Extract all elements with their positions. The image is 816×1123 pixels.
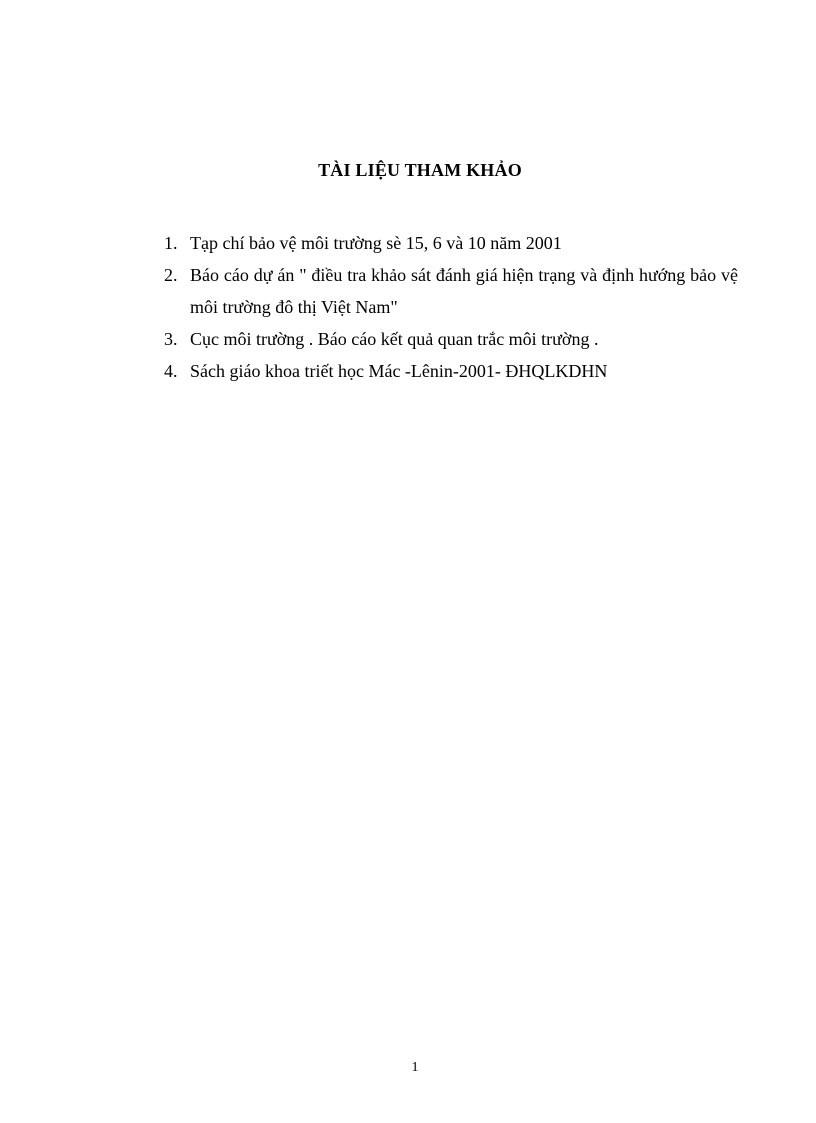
reference-number: 4.: [164, 361, 178, 381]
reference-number: 1.: [164, 233, 178, 253]
reference-item-3: [164, 323, 738, 355]
reference-number: 3.: [164, 329, 178, 349]
reference-number: 2.: [164, 265, 178, 285]
reference-text: Tạp chí bảo vệ môi trường sè 15, 6 và 10 năm 2001: [190, 233, 562, 253]
reference-item-2: [164, 259, 738, 323]
reference-text: Sách giáo khoa triết học Mác -Lênin-2001- ĐHQLKDHN: [190, 361, 608, 381]
reference-list: [164, 227, 738, 387]
reference-item-4: [164, 355, 738, 387]
reference-item-1: [164, 227, 738, 259]
page-number: 1: [411, 1060, 419, 1075]
reference-text: Cục môi trường . Báo cáo kết quả quan trắc môi trường .: [190, 329, 599, 349]
page-title: TÀI LIỆU THAM KHẢO: [318, 160, 522, 180]
reference-text: Báo cáo dự án " điều tra khảo sát đánh giá hiện trạng và định hướng bảo vệ môi trường đô thị Việt Nam": [190, 265, 738, 317]
